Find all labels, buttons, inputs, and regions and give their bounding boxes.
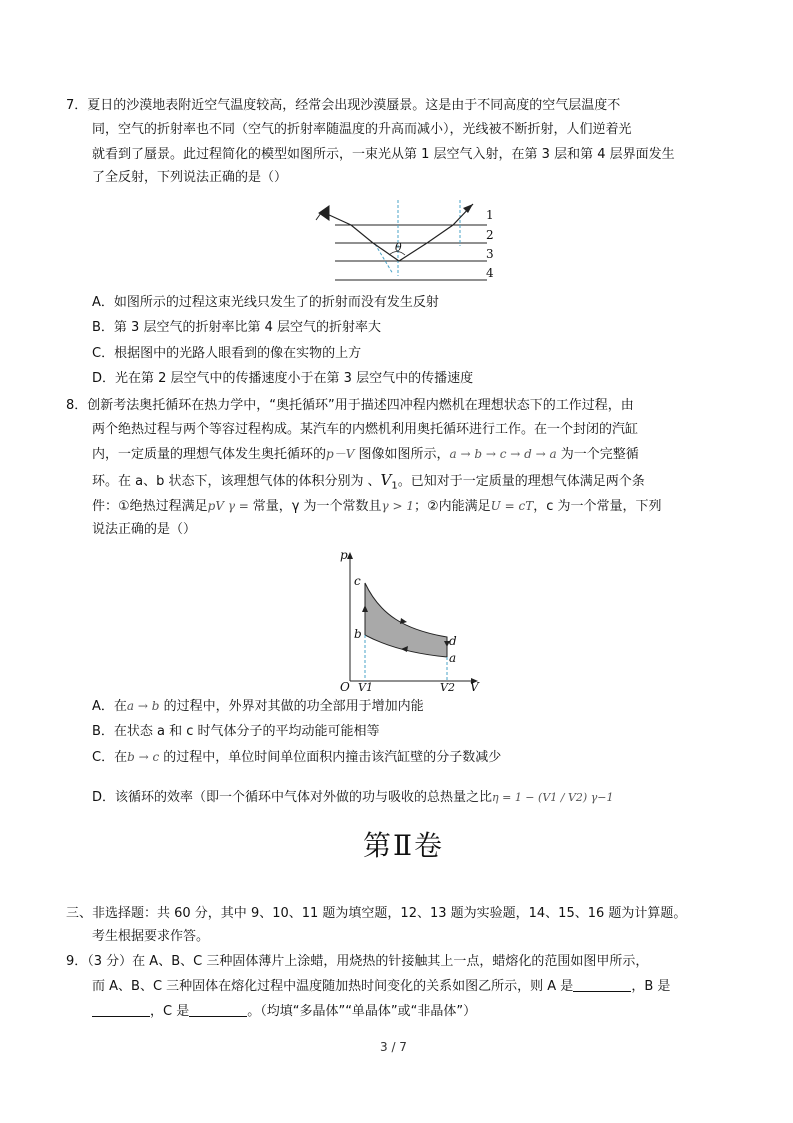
q8-stem-line-6: 说法正确的是（） xyxy=(92,522,197,537)
q8-stem-line-4: 环。在 a、b 状态下，该理想气体的体积分别为 、$V_1$。已知对于一定质量的理想气体满足两个条 xyxy=(92,471,645,492)
layer-label-4: 4 xyxy=(486,266,494,280)
point-d-label: d xyxy=(449,634,457,648)
q9-stem-line-2: 而 A、B、C 三种固体在熔化过程中温度随加热时间变化的关系如图乙所示，则 A 是 ，B 是 xyxy=(92,979,671,994)
q8-option-a: A．在a → b 的过程中，外界对其做的功全部用于增加内能 xyxy=(92,699,424,714)
q7-stem-line-4: 了全反射，下列说法正确的是（） xyxy=(92,170,288,185)
q8-option-d: D．该循环的效率（即一个循环中气体对外做的功与吸收的总热量之比η = 1 − (V1 / V2) γ−1 xyxy=(92,790,614,805)
answer-blank-c[interactable] xyxy=(189,1002,247,1017)
q8-stem-line-5: 件：①绝热过程满足pV γ = 常量，γ 为一个常数且γ > 1；②内能满足U = cT，c 为一个常量，下列 xyxy=(92,499,662,514)
section3-line-2: 考生根据要求作答。 xyxy=(92,929,210,944)
q8-stem-line-1: 8．创新考法奥托循环在热力学中，“奥托循环”用于描述四冲程内燃机在理想状态下的工作过程，由 xyxy=(66,398,634,413)
q9-stem-line-1: 9．（3 分）在 A、B、C 三种固体薄片上涂蜡，用烧热的针接触其上一点，蜡熔化的范围如图甲所示， xyxy=(66,954,649,969)
axis-v-label: V xyxy=(470,680,479,694)
point-a-label: a xyxy=(449,651,457,665)
eye-icon xyxy=(316,206,329,220)
mirage-diagram xyxy=(305,196,505,286)
q7-stem-line-1: 7．夏日的沙漠地表附近空气温度较高，经常会出现沙漠蜃景。这是由于不同高度的空气层温度不 xyxy=(66,98,621,113)
point-b-label: b xyxy=(354,627,362,641)
tick-v2-label: V2 xyxy=(440,681,455,694)
page-number: 3 / 7 xyxy=(380,1040,407,1054)
tick-v1-label: V1 xyxy=(358,681,373,694)
q9-stem-line-3: ，C 是 。（均填“多晶体”“单晶体”或“非晶体”） xyxy=(92,1002,476,1022)
q8-stem-line-3: 内，一定质量的理想气体发生奥托循环的p－V 图像如图所示，a → b → c → d → a 为一个完整循 xyxy=(92,447,639,462)
layer-label-1: 1 xyxy=(486,208,494,222)
q7-option-c: C．根据图中的光路人眼看到的像在实物的上方 xyxy=(92,346,362,361)
section3-line-1: 三、非选择题：共 60 分，其中 9、10、11 题为填空题，12、13 题为实验题，14、15、16 题为计算题。 xyxy=(66,906,687,921)
q8-option-b: B．在状态 a 和 c 时气体分子的平均动能可能相等 xyxy=(92,724,380,739)
section-title: 第Ⅱ卷 xyxy=(363,829,445,862)
q7-stem-line-2: 同，空气的折射率也不同（空气的折射率随温度的升高而减小），光线被不断折射，人们逆着光 xyxy=(92,122,632,137)
q7-option-d: D．光在第 2 层空气中的传播速度小于在第 3 层空气中的传播速度 xyxy=(92,371,474,386)
q7-stem-line-3: 就看到了蜃景。此过程简化的模型如图所示，一束光从第 1 层空气入射，在第 3 层和第 4 层界面发生 xyxy=(92,147,675,162)
point-c-label: c xyxy=(354,574,361,588)
q8-stem-line-2: 两个绝热过程与两个等容过程构成。某汽车的内燃机利用奥托循环进行工作。在一个封闭的汽缸 xyxy=(92,422,639,437)
angle-theta-label: θ xyxy=(395,241,402,254)
origin-label: O xyxy=(340,680,350,694)
axis-p-label: p xyxy=(340,548,348,562)
q8-option-c: C．在b → c 的过程中，单位时间单位面积内撞击该汽缸壁的分子数减少 xyxy=(92,750,502,765)
answer-blank-a[interactable] xyxy=(573,977,631,992)
q7-option-b: B．第 3 层空气的折射率比第 4 层空气的折射率大 xyxy=(92,320,381,335)
q7-option-a: A．如图所示的过程这束光线只发生了的折射而没有发生反射 xyxy=(92,295,439,310)
layer-label-2: 2 xyxy=(486,228,494,242)
layer-label-3: 3 xyxy=(486,247,494,261)
answer-blank-b[interactable] xyxy=(92,1002,150,1017)
otto-cycle-pv-diagram xyxy=(335,545,485,695)
